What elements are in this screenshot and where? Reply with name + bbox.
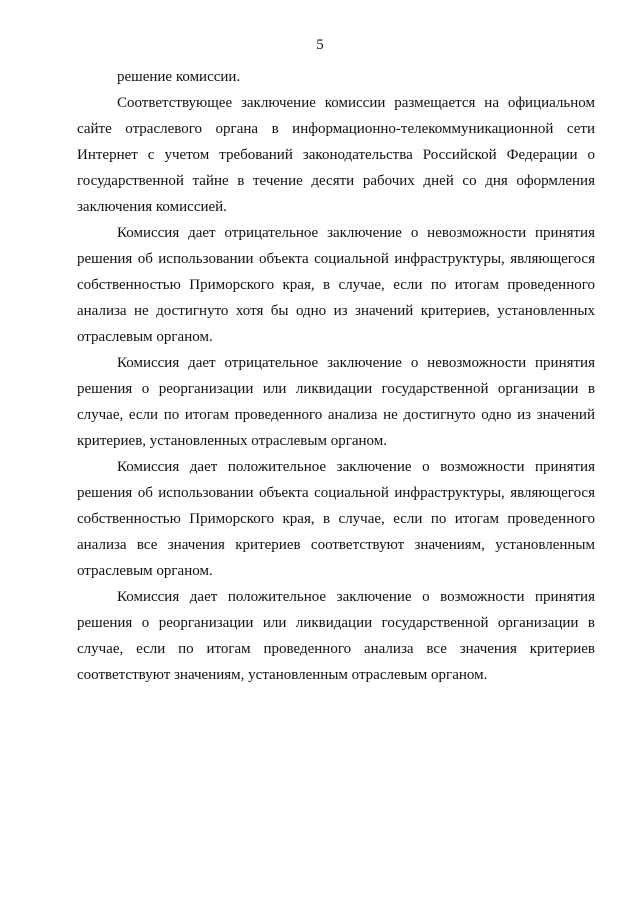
- document-body: [77, 64, 595, 688]
- paragraph-negative-infrastructure: Комиссия дает отрицательное заключение о невозможности принятия решения об использовании объекта социальной инфраструктуры, являющегося собственностью Приморского края, в случае, если по итогам проведенного анализа не достигнуто хотя бы одно из значений критериев, установленных отраслевым органом.: [77, 225, 595, 345]
- page-number: 5: [316, 37, 324, 53]
- paragraph-continuation: решение комиссии.: [117, 69, 241, 85]
- paragraph-positive-reorganization: Комиссия дает положительное заключение о возможности принятия решения о реорганизации или ликвидации государственной организации в случае, если по итогам проведенного анализа все значения критериев соответствуют значениям, установленным отраслевым органом.: [77, 589, 595, 683]
- paragraph-positive-infrastructure: Комиссия дает положительное заключение о возможности принятия решения об использовании объекта социальной инфраструктуры, являющегося собственностью Приморского края, в случае, если по итогам проведенного анализа все значения критериев соответствуют значениям, установленным отраслевым органом.: [77, 459, 595, 579]
- paragraph-publication-notice: Соответствующее заключение комиссии размещается на официальном сайте отраслевого органа в информационно-телекоммуникационной сети Интернет с учетом требований законодательства Российской Федерации о государственной тайне в течение десяти рабочих дней со дня оформления заключения комиссией.: [77, 95, 595, 215]
- paragraph-negative-reorganization: Комиссия дает отрицательное заключение о невозможности принятия решения о реорганизации или ликвидации государственной организации в случае, если по итогам проведенного анализа не достигнуто одно из значений критериев, установленных отраслевым органом.: [77, 355, 595, 449]
